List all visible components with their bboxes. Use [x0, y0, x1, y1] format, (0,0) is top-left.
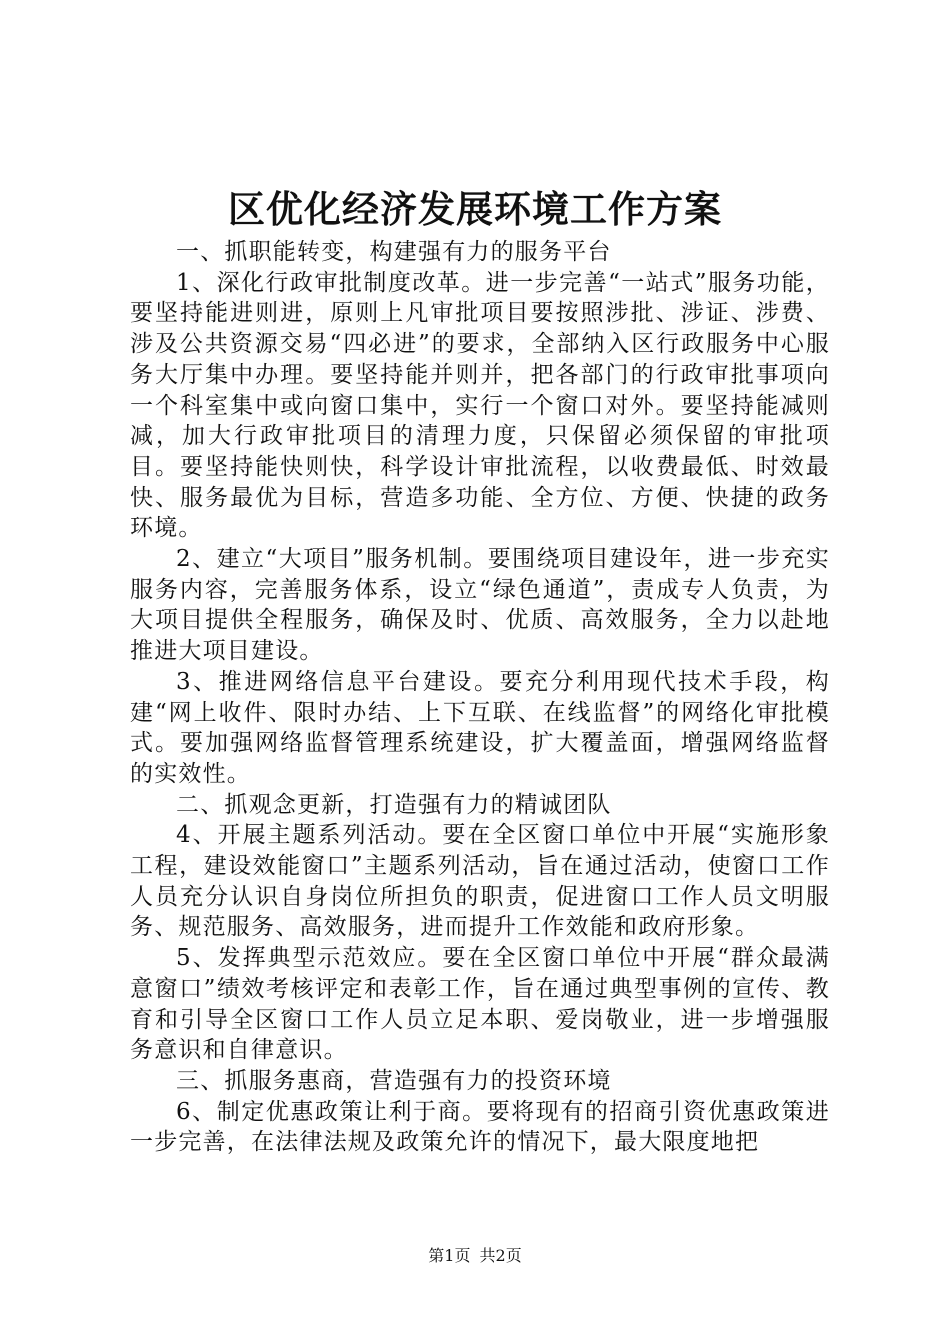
paragraph: 4、开展主题系列活动。要在全区窗口单位中开展“实施形象工程，建设效能窗口”主题系列活动，旨在通过活动，使窗口工作人员充分认识自身岗位所担负的职责，促进窗口工作人员文明服务、规范服务、高效服务，进而提升工作效能和政府形象。	[130, 822, 830, 941]
section-heading: 三、抓服务惠商，营造强有力的投资环境	[176, 1067, 612, 1094]
section-heading: 二、抓观念更新，打造强有力的精诚团队	[176, 791, 612, 818]
page-total: 共2页	[479, 1246, 522, 1265]
page-number: 第1页	[428, 1246, 471, 1265]
document-title: 区优化经济发展环境工作方案	[228, 188, 722, 231]
document-body	[130, 237, 830, 1158]
paragraph: 5、发挥典型示范效应。要在全区窗口单位中开展“群众最满意窗口”绩效考核评定和表彰工作，旨在通过典型事例的宣传、教育和引导全区窗口工作人员立足本职、爱岗敬业，进一步增强服务意识和自律意识。	[130, 945, 830, 1064]
paragraph: 6、制定优惠政策让利于商。要将现有的招商引资优惠政策进一步完善，在法律法规及政策允许的情况下，最大限度地把	[130, 1098, 830, 1156]
section-heading: 一、抓职能转变，构建强有力的服务平台	[176, 239, 612, 265]
page-footer	[0, 1246, 950, 1266]
paragraph: 3、推进网络信息平台建设。要充分利用现代技术手段，构建“网上收件、限时办结、上下互联、在线监督”的网络化审批模式。要加强网络监督管理系统建设，扩大覆盖面，增强网络监督的实效性。	[130, 668, 830, 787]
paragraph: 1、深化行政审批制度改革。进一步完善“一站式”服务功能，要坚持能进则进，原则上凡审批项目要按照涉批、涉证、涉费、涉及公共资源交易“四必进”的要求，全部纳入区行政服务中心服务大厅集中办理。要坚持能并则并，把各部门的行政审批事项向一个科室集中或向窗口集中，实行一个窗口对外。要坚持能减则减，加大行政审批项目的清理力度，只保留必须保留的审批项目。要坚持能快则快，科学设计审批流程，以收费最低、时效最快、服务最优为目标，营造多功能、全方位、方便、快捷的政务环境。	[130, 269, 830, 542]
paragraph: 2、建立“大项目”服务机制。要围绕项目建设年，进一步充实服务内容，完善服务体系，设立“绿色通道”，责成专人负责，为大项目提供全程服务，确保及时、优质、高效服务，全力以赴地推进大项目建设。	[130, 546, 830, 665]
